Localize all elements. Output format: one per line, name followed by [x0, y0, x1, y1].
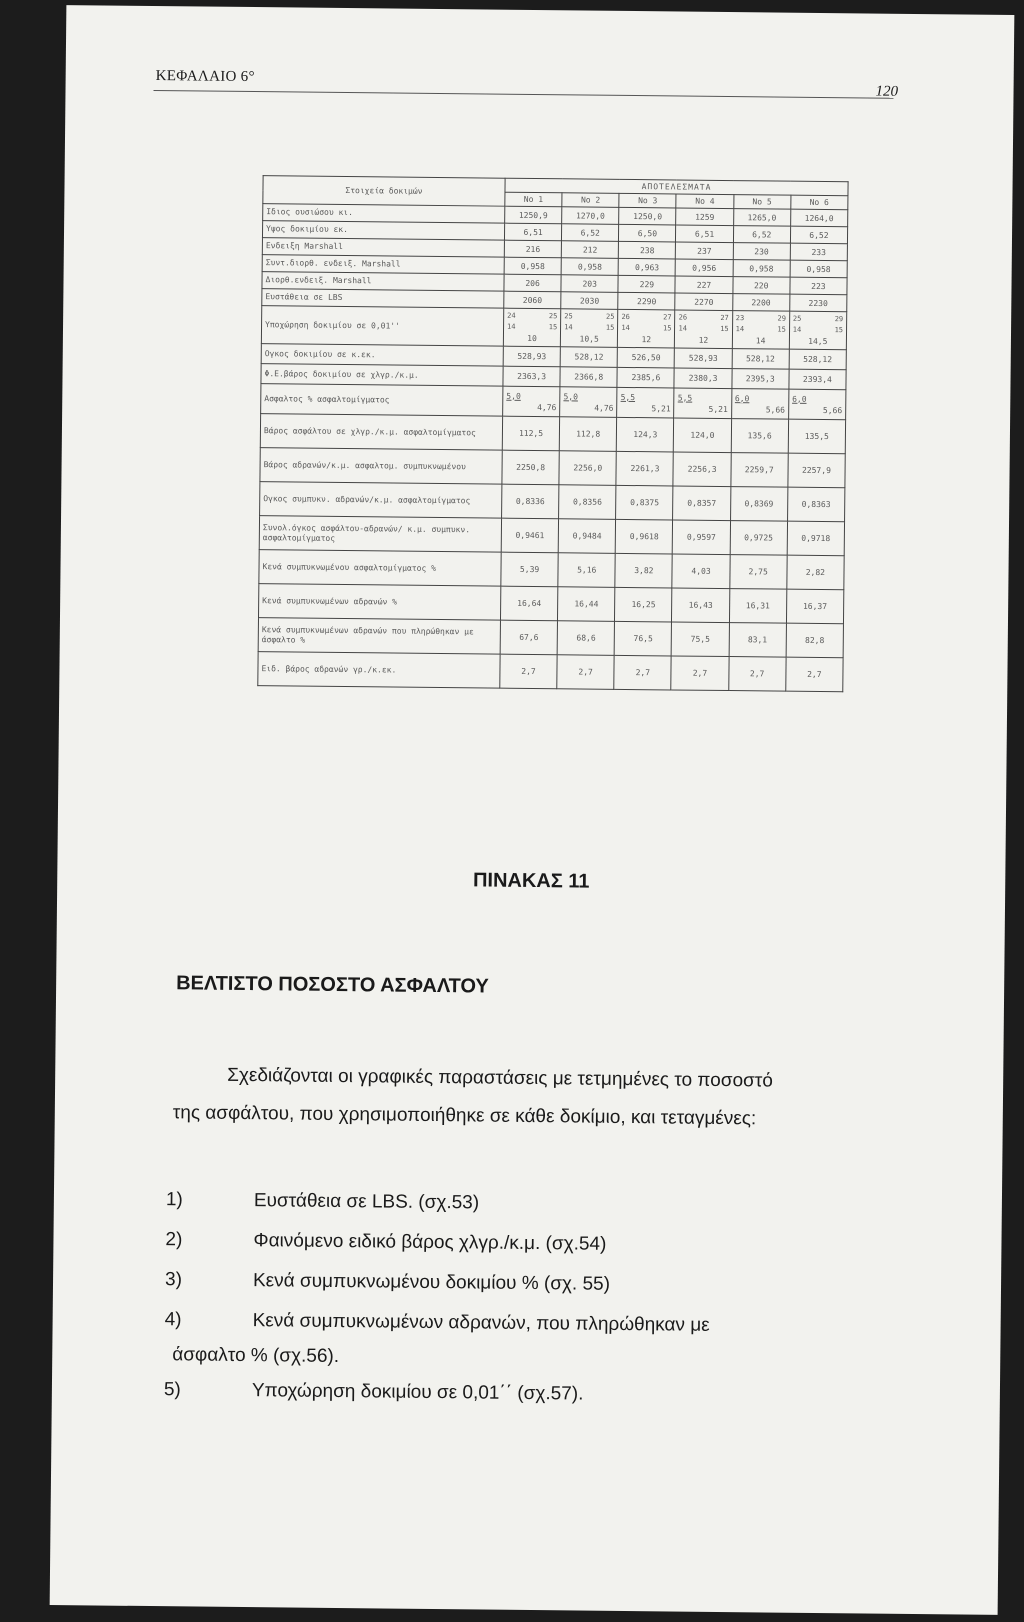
item-number: 4)	[164, 1309, 182, 1331]
row-label: Κενά συμπυκνωμένου ασφαλτομίγματος %	[259, 550, 501, 587]
flow-value: 15	[720, 324, 729, 334]
asphalt-cell	[617, 387, 674, 418]
flow-cell	[675, 310, 733, 349]
asphalt-percent-aggregate: 5,5	[677, 393, 693, 403]
row-label: Υποχώρηση δοκιμίου σε 0,01''	[261, 306, 503, 347]
item-text: Ευστάθεια σε LBS. (σχ.53)	[253, 1190, 480, 1214]
paragraph-line-2: της ασφάλτου, που χρησιμοποιήθηκε σε κάθε δοκίμιο, και τεταγμένες:	[172, 1102, 757, 1130]
flow-mid	[793, 325, 843, 337]
flow-value: 25	[564, 312, 573, 321]
table-cell: 0,958	[504, 257, 561, 275]
table-cell: 526,50	[617, 347, 674, 368]
flow-value: 23	[735, 314, 745, 323]
flow-cell	[618, 309, 676, 348]
asphalt-percent-aggregate: 5,0	[506, 391, 521, 401]
row-label: Βάρος αδρανών/κ.μ. ασφαλτομ. συμπυκνωμένου	[260, 448, 502, 485]
table-cell: 2,7	[671, 656, 729, 691]
table-cell: 68,6	[557, 621, 615, 656]
table-cell: 212	[561, 241, 618, 259]
row-label: Κενά συμπυκνωμένων αδρανών που πληρώθηκαν με άσφαλτο %	[258, 618, 500, 655]
row-label: Ασφαλτος % ασφαλτομίγματος	[261, 384, 503, 417]
row-label: Κενά συμπυκνωμένων αδρανών %	[258, 584, 500, 621]
table-cell: 216	[504, 240, 561, 258]
flow-value: 24	[507, 311, 516, 320]
flow-cell	[789, 311, 847, 350]
row-label: Διορθ.ενδειξ. Marshall	[262, 272, 504, 292]
table-cell: 2257,9	[788, 453, 846, 488]
table-cell: 2259,7	[731, 453, 789, 488]
running-head: ΚΕΦΑΛΑΙΟ 6°	[155, 68, 255, 86]
table-cell: 203	[561, 275, 618, 293]
flow-mid	[736, 324, 786, 336]
table-cell: 0,9718	[787, 521, 845, 556]
item-number: 3)	[164, 1269, 183, 1291]
table-cell: 0,958	[561, 258, 618, 276]
asphalt-percent-aggregate: 6,0	[734, 393, 750, 403]
flow-mid	[507, 322, 557, 334]
flow-value: 14	[621, 323, 630, 332]
table-cell: 2030	[561, 292, 618, 310]
table-cell: 2060	[504, 291, 561, 309]
flow-value: 15	[663, 324, 672, 333]
page-number: 120	[875, 83, 899, 100]
table-cell: 0,963	[618, 258, 675, 276]
table-cell: 2230	[790, 294, 847, 312]
table-cell: 2,7	[614, 655, 672, 690]
table-cell: 6,52	[733, 226, 790, 244]
table-cell: 16,31	[729, 589, 787, 624]
flow-value: 26	[678, 313, 688, 322]
figure-list-item	[164, 1300, 925, 1378]
flow-value: 15	[548, 323, 558, 332]
asphalt-percent-mix: 5,21	[651, 403, 671, 413]
flow-value: 25	[792, 314, 802, 323]
table-cell: 2,7	[728, 657, 786, 692]
table-cell: 1264,0	[790, 209, 847, 227]
item-text: Υποχώρηση δοκιμίου σε 0,01΄΄ (σχ.57).	[251, 1380, 584, 1405]
flow-value: 29	[777, 314, 786, 323]
table-cell: 2256,3	[673, 452, 731, 487]
row-label: Ογκος συμπυκν. αδρανών/κ.μ. ασφαλτομίγματος	[260, 482, 502, 519]
table-cell: 67,6	[500, 620, 558, 655]
table-cell: 135,5	[788, 419, 846, 454]
table-cell: 6,51	[676, 225, 733, 243]
flow-mid	[678, 324, 728, 336]
table-cell: 0,9484	[558, 519, 616, 554]
table-cell: 16,37	[786, 589, 844, 624]
flow-top	[736, 313, 786, 325]
table-cell: 0,9597	[673, 520, 731, 555]
table-group-header: ΑΠΟΤΕΛΕΣΜΑΤΑ	[505, 178, 848, 196]
flow-mid	[621, 323, 671, 335]
table-cell: 528,12	[560, 347, 617, 368]
flow-value: 14	[792, 325, 802, 334]
table-cell: 2270	[675, 293, 732, 311]
item-text: Κενά συμπυκνωμένων αδρανών, που πληρώθηκαν με	[252, 1310, 710, 1336]
section-title: ΒΕΛΤΙΣΤΟ ΠΟΣΟΣΤΟ ΑΣΦΑΛΤΟΥ	[176, 972, 489, 998]
table-cell: 2,7	[500, 654, 558, 689]
column-header: No 4	[676, 194, 733, 209]
table-cell: 112,8	[559, 417, 617, 452]
asphalt-percent-aggregate: 5,0	[563, 391, 578, 401]
flow-value: 27	[663, 313, 672, 322]
table-cell: 528,12	[732, 349, 789, 370]
asphalt-percent-mix: 5,66	[765, 404, 786, 415]
table-cell: 1265,0	[733, 209, 790, 227]
flow-mid	[564, 322, 614, 334]
item-number: 5)	[163, 1379, 181, 1401]
flow-value: 14	[678, 324, 687, 333]
row-label: Ειδ. βάρος αδρανών γρ./κ.εκ.	[258, 652, 500, 689]
item-text: Κενά συμπυκνωμένου δοκιμίου % (σχ. 55)	[252, 1270, 611, 1295]
table-cell: 82,8	[786, 623, 844, 658]
table-cell: 1259	[676, 208, 733, 226]
column-header: No 1	[505, 192, 562, 207]
asphalt-percent-aggregate: 5,5	[620, 392, 636, 402]
table-cell: 0,9461	[501, 518, 559, 553]
table-cell: 528,93	[503, 346, 560, 367]
table-cell: 0,8375	[616, 485, 674, 520]
asphalt-cell	[788, 389, 846, 420]
flow-value: 15	[834, 326, 844, 335]
flow-average: 10	[527, 333, 537, 344]
flow-cell	[503, 308, 561, 347]
header-rule	[154, 90, 894, 99]
table-cell: 0,958	[733, 260, 790, 278]
table-cell: 6,50	[619, 224, 676, 242]
table-cell: 0,8336	[502, 484, 560, 519]
table-cell: 1250,9	[505, 206, 562, 224]
table-cell: 230	[733, 243, 790, 261]
table-cell: 223	[790, 277, 847, 295]
flow-value: 29	[834, 315, 844, 324]
table-cell: 3,82	[615, 553, 673, 588]
flow-top	[564, 311, 614, 323]
flow-average: 14,5	[808, 336, 828, 347]
flow-value: 14	[507, 322, 516, 331]
asphalt-percent-mix: 5,66	[822, 405, 843, 415]
table-cell: 0,8357	[673, 486, 731, 521]
flow-value: 15	[777, 325, 786, 334]
flow-value: 25	[548, 312, 558, 321]
item-continuation: άσφαλτο % (σχ.56).	[172, 1344, 340, 1368]
row-label: Ενδειξη Marshall	[262, 238, 504, 258]
table-cell: 227	[675, 276, 732, 294]
table-cell: 2363,3	[503, 366, 560, 387]
table-cell: 16,43	[672, 588, 730, 623]
table-cell: 16,64	[500, 586, 558, 621]
flow-top	[679, 313, 729, 325]
table-cell: 1270,0	[562, 207, 619, 225]
row-label: Συνολ.όγκος ασφάλτου-αδρανών/ κ.μ. συμπυκν. ασφαλτομίγματος	[259, 516, 501, 553]
table-cell: 6,51	[504, 223, 561, 241]
column-header: No 5	[733, 195, 790, 210]
figure-list	[164, 1180, 926, 1418]
flow-cell	[732, 311, 790, 350]
asphalt-percent-mix: 4,76	[594, 403, 614, 413]
results-table	[257, 175, 848, 692]
figure-list-item	[164, 1370, 924, 1418]
asphalt-cell	[674, 388, 731, 419]
table-cell: 2380,3	[674, 368, 731, 389]
table-cell: 2290	[618, 292, 675, 310]
asphalt-cell	[560, 387, 617, 418]
table-cell: 229	[618, 275, 675, 293]
table-cell: 238	[619, 241, 676, 259]
item-number: 2)	[165, 1229, 183, 1251]
flow-row	[261, 306, 846, 350]
table-cell: 2393,4	[789, 369, 846, 390]
table-cell: 16,44	[558, 587, 616, 622]
table-cell: 6,52	[790, 226, 847, 244]
table-cell: 0,956	[676, 259, 733, 277]
table-cell: 2385,6	[617, 367, 674, 388]
table-cell: 2,7	[557, 655, 615, 690]
flow-value: 27	[720, 313, 729, 323]
table-cell: 237	[676, 242, 733, 260]
asphalt-cell	[503, 386, 560, 417]
table-row	[258, 652, 843, 692]
table-cell: 124,3	[617, 417, 675, 452]
flow-value: 15	[605, 323, 615, 332]
row-label: Ιδιος ουσιώσου κι.	[263, 204, 505, 224]
table-cell: 6,52	[562, 224, 619, 242]
flow-top	[793, 314, 843, 326]
paragraph-line-1: Σχεδιάζονται οι γραφικές παραστάσεις με τετμημένες το ποσοστό	[227, 1064, 773, 1092]
table-cell: 2,75	[729, 555, 787, 590]
table-cell: 75,5	[672, 622, 730, 657]
table-cell: 2,7	[786, 657, 844, 692]
flow-value: 25	[606, 312, 615, 321]
flow-average: 14	[755, 336, 766, 346]
flow-value: 14	[735, 325, 745, 334]
table-cell: 1250,0	[619, 207, 676, 225]
table-cell: 112,5	[502, 416, 560, 451]
table-label-header: Στοιχεία δοκιμών	[263, 176, 505, 207]
row-label: Συντ.διορθ. ενδειξ. Marshall	[262, 255, 504, 275]
table-cell: 528,93	[675, 348, 732, 369]
table-cell: 220	[733, 277, 790, 295]
table-title: ΠΙΝΑΚΑΣ 11	[472, 869, 590, 893]
item-text: Φαινόμενο ειδικό βάρος χλγρ./κ.μ. (σχ.54)	[253, 1230, 607, 1255]
body-paragraph	[173, 1056, 934, 1140]
flow-top	[621, 312, 671, 324]
document-page	[50, 5, 1015, 1615]
column-header: No 6	[791, 195, 848, 210]
table-cell: 2250,8	[502, 450, 560, 485]
flow-value: 26	[621, 312, 630, 321]
table-cell: 2366,8	[560, 367, 617, 388]
table-cell: 528,12	[789, 349, 846, 370]
table-cell: 5,39	[501, 552, 559, 587]
flow-top	[507, 311, 557, 323]
table-cell: 135,6	[731, 419, 789, 454]
table-cell: 0,9725	[730, 521, 788, 556]
column-header: No 3	[619, 193, 676, 208]
asphalt-percent-mix: 4,76	[537, 402, 557, 412]
flow-average: 12	[698, 335, 709, 345]
table-cell: 2200	[732, 294, 789, 312]
table-cell: 0,8363	[787, 487, 845, 522]
table-cell: 16,25	[615, 587, 673, 622]
table-cell: 124,0	[674, 418, 732, 453]
flow-cell	[561, 309, 619, 348]
flow-average: 10,5	[579, 334, 599, 344]
row-label: Βάρος ασφάλτου σε χλγρ./κ.μ. ασφαλτομίγματος	[260, 414, 502, 451]
asphalt-percent-mix: 5,21	[708, 404, 728, 414]
table-cell: 2,82	[787, 555, 845, 590]
table-cell: 83,1	[729, 623, 787, 658]
table-cell: 2256,0	[559, 451, 617, 486]
item-number: 1)	[165, 1189, 183, 1211]
table-cell: 0,8369	[730, 487, 788, 522]
table-cell: 0,8356	[559, 485, 617, 520]
row-label: Φ.Ε.βάρος δοκιμίου σε χλγρ./κ.μ.	[261, 364, 503, 387]
table-cell: 206	[504, 274, 561, 292]
flow-average: 12	[641, 335, 652, 345]
table-cell: 2395,3	[732, 369, 789, 390]
column-header: No 2	[562, 193, 619, 208]
row-label: Υψος δοκιμίου εκ.	[262, 221, 504, 241]
table-cell: 0,958	[790, 260, 847, 278]
table-cell: 4,03	[672, 554, 730, 589]
table-cell: 233	[790, 243, 847, 261]
row-label: Ευστάθεια σε LBS	[262, 289, 504, 309]
asphalt-percent-aggregate: 6,0	[792, 394, 807, 404]
table-cell: 76,5	[614, 621, 672, 656]
table-cell: 0,9618	[616, 519, 674, 554]
table-cell: 2261,3	[616, 451, 674, 486]
asphalt-cell	[731, 389, 788, 420]
row-label: Ογκος δοκιμίου σε κ.εκ.	[261, 344, 503, 367]
flow-value: 14	[564, 323, 573, 332]
table-cell: 5,16	[558, 553, 616, 588]
